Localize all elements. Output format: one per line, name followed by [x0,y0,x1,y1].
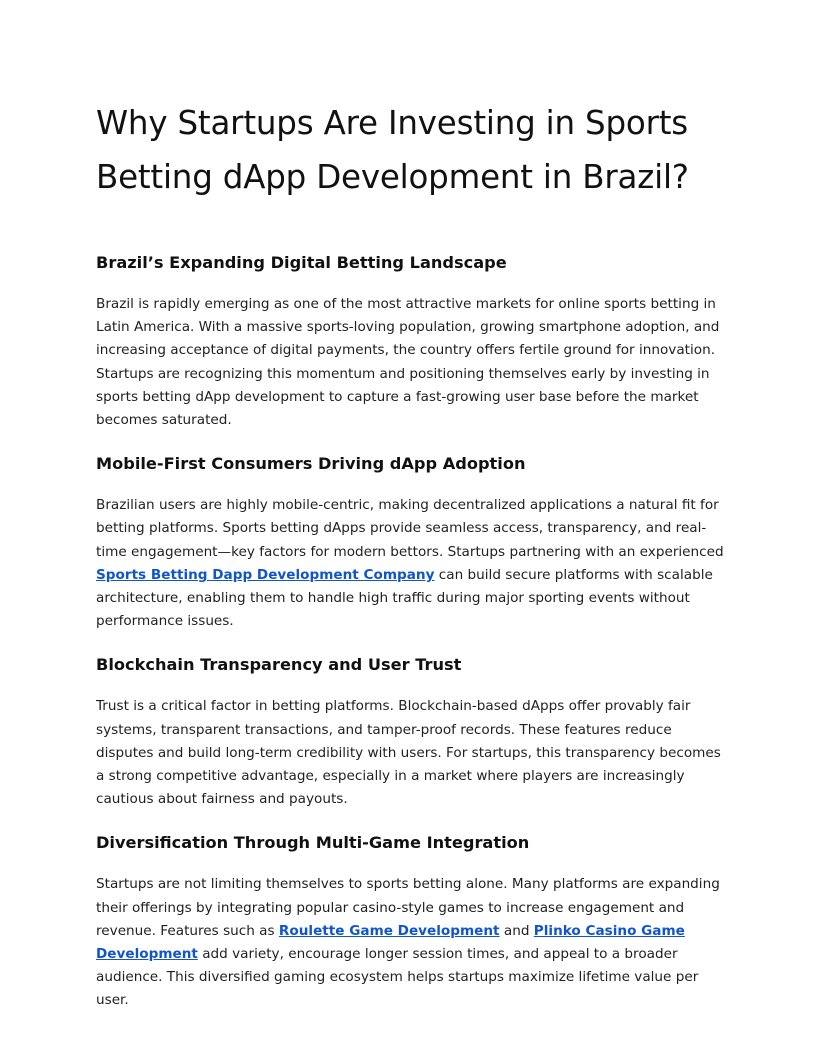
plinko-casino-game-link[interactable]: Plinko Casino Game Development [96,922,685,963]
section-body-mobile-first [96,494,726,633]
section-heading-diversification: Diversification Through Multi-Game Integration [96,833,530,853]
sports-betting-dapp-link[interactable]: Sports Betting Dapp Development Company [96,566,435,583]
document-page [96,96,726,1013]
section-heading-landscape: Brazil’s Expanding Digital Betting Landscape [96,253,507,272]
body-text: add variety, encourage longer session times, and appeal to a broader audience. This diversified gaming ecosystem helps startups maximize lifetime value per user. [96,946,699,1009]
body-text: can build secure platforms with scalable architecture, enabling them to handle high traffic during major sporting events without performance issues. [96,566,713,630]
section-body-diversification [96,873,726,1012]
section-heading-mobile-first: Mobile-First Consumers Driving dApp Adoption [96,454,526,474]
section-heading-transparency: Blockchain Transparency and User Trust [96,655,462,675]
section-body-transparency: Trust is a critical factor in betting platforms. Blockchain-based dApps offer provably fair systems, transparent transactions, and tamper-proof records. These features reduce disputes and build long-term credibility with users. For startups, this transparency becomes a strong competitive advantage, especially in a market where players are increasingly cautious about fairness and payouts. [96,698,721,808]
document-title: Why Startups Are Investing in Sports Betting dApp Development in Brazil? [96,104,689,196]
body-text: Brazilian users are highly mobile-centric, making decentralized applications a natural fit for betting platforms. Sports betting dApps provide seamless access, transparency, and real-time engagement—key factors for modern bettors. Startups partnering with an experienced [96,497,724,560]
body-text: and [499,922,534,939]
section-body-landscape: Brazil is rapidly emerging as one of the most attractive markets for online sports betting in Latin America. With a massive sports-loving population, growing smartphone adoption, and increasing acceptance of digital payments, the country offers fertile ground for innovation. Startups are recognizing this momentum and positioning themselves early by investing in sports betting dApp development to capture a fast-growing user base before the market becomes saturated. [96,296,720,429]
roulette-game-link[interactable]: Roulette Game Development [278,922,500,939]
body-text: Startups are not limiting themselves to sports betting alone. Many platforms are expanding their offerings by integrating popular casino-style games to increase engagement and revenue. Features such as [96,876,720,939]
